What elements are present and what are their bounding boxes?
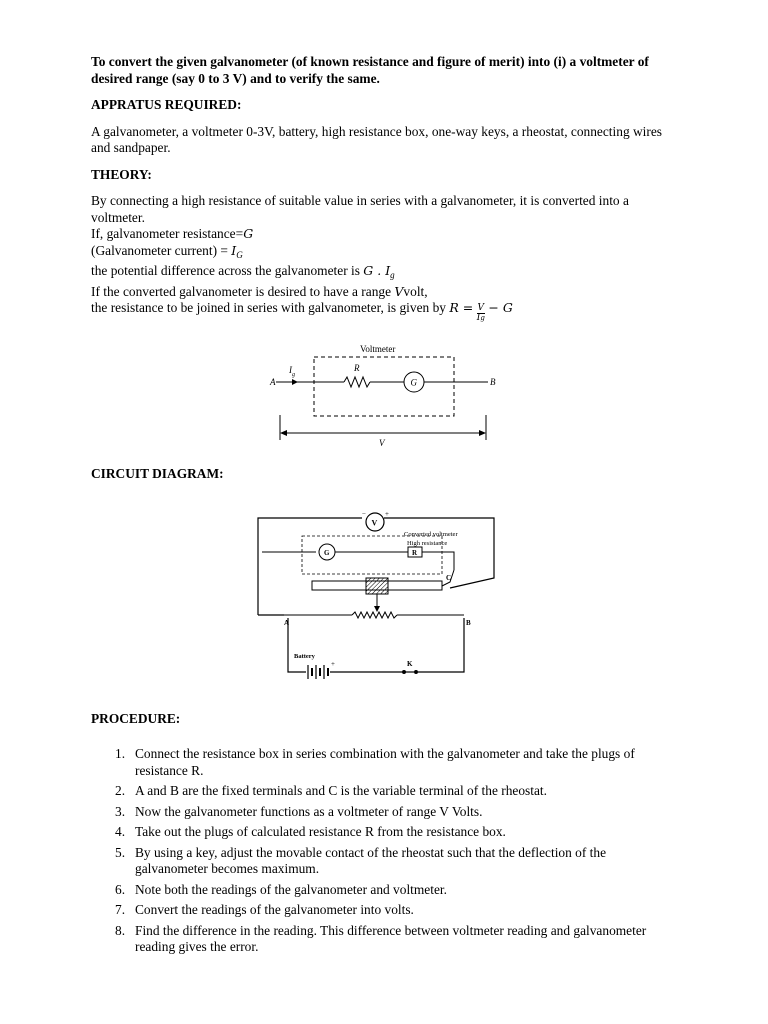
procedure-step	[91, 845, 681, 878]
v-arrow-left-icon	[280, 430, 287, 436]
theory-line2-sub: G	[236, 249, 243, 260]
step-text: Connect the resistance box in series combination with the galvanometer and take the plugs of resistance R.	[135, 746, 635, 778]
voltmeter-minus-label: −	[362, 510, 366, 518]
terminal-a-circuit-label: A	[284, 619, 290, 627]
theory-line3-sub: g	[390, 270, 395, 280]
procedure-step	[91, 746, 681, 779]
document-body	[91, 54, 681, 323]
theory-line4-text-a: If the converted galvanometer is desired to have a range	[91, 283, 395, 299]
procedure-step	[91, 902, 681, 919]
theory-section	[91, 193, 681, 323]
battery-icon	[308, 665, 328, 679]
step-number: 2.	[115, 783, 126, 798]
high-resistance-label: High resistance	[407, 540, 448, 547]
wire-right-down	[450, 570, 494, 588]
voltmeter-v-label: V	[371, 518, 378, 528]
fraction-denominator	[477, 314, 486, 323]
formula-rhs: − G	[488, 300, 513, 315]
theory-line1-math: G	[243, 226, 254, 241]
theory-line-formula	[91, 300, 681, 323]
theory-line5-text: the resistance to be joined in series with galvanometer, is given by	[91, 300, 450, 315]
formula-lhs: R =	[449, 300, 474, 315]
wire-battery-left	[288, 618, 306, 672]
theory-line-current	[91, 243, 681, 264]
voltmeter-dashed-box	[314, 357, 454, 416]
theory-line2-text: (Galvanometer current) =	[91, 242, 232, 258]
terminal-b-label: B	[490, 377, 496, 387]
step-number: 5.	[115, 844, 126, 860]
step-number: 8.	[115, 922, 126, 938]
theory-line3-text: the potential difference across the galvanometer is	[91, 263, 364, 278]
theory-line1-text: If, galvanometer resistance=	[91, 226, 244, 241]
voltmeter-label: Voltmeter	[360, 344, 396, 354]
step-text: Now the galvanometer functions as a voltmeter of range V Volts.	[135, 803, 483, 819]
apparatus-heading: APPRATUS REQUIRED:	[91, 97, 242, 112]
step-text: A and B are the fixed terminals and C is the variable terminal of the rheostat.	[135, 783, 548, 798]
wire-key-b	[418, 618, 464, 672]
step-number: 3.	[115, 803, 126, 819]
step-text: Find the difference in the reading. This difference between voltmeter reading and galvanometer reading gives the error.	[135, 922, 647, 954]
key-k-label: K	[407, 660, 413, 668]
voltmeter-plus-label: +	[385, 510, 389, 518]
theory-line4-text-b: volt,	[403, 283, 428, 299]
voltage-v-label: V	[379, 438, 385, 448]
procedure-step	[91, 804, 681, 821]
procedure-heading: PROCEDURE:	[91, 711, 181, 726]
terminal-c-label: C	[446, 574, 452, 582]
terminal-b-circuit-label: B	[466, 619, 471, 627]
v-arrow-right-icon	[479, 430, 486, 436]
step-number: 7.	[115, 902, 126, 917]
theory-line-potential	[91, 263, 681, 284]
fraction-den-base: I	[476, 313, 481, 323]
rheostat-slider-icon	[366, 578, 388, 594]
current-arrow-icon	[292, 379, 298, 385]
resistor-r-icon	[344, 377, 370, 387]
theory-line4-math: V	[394, 283, 404, 299]
step-text: Note both the readings of the galvanometer and voltmeter.	[135, 881, 447, 897]
procedure-step	[91, 783, 681, 800]
step-number: 6.	[115, 881, 126, 897]
theory-intro: By connecting a high resistance of suitable value in series with a galvanometer, it is converted into a voltmeter.	[91, 193, 629, 225]
galvanometer-g-label: G	[410, 377, 417, 388]
theory-line2-math: I	[231, 242, 237, 258]
step-number: 4.	[115, 824, 126, 839]
procedure-step	[91, 923, 681, 956]
theory-line-range	[91, 284, 681, 301]
resistor-r-label: R	[354, 363, 360, 373]
current-ig-label: $I_g$	[289, 365, 295, 378]
step-text: By using a key, adjust the movable contact of the rheostat such that the deflection of the galvanometer becomes maximum.	[135, 844, 607, 876]
battery-label: Battery	[294, 653, 315, 660]
fraction-den-sub: g	[480, 314, 485, 322]
procedure-list	[91, 746, 681, 960]
circuit-heading: CIRCUIT DIAGRAM:	[91, 466, 224, 481]
step-number: 1.	[115, 746, 126, 761]
terminal-a-label: A	[270, 377, 276, 387]
battery-plus-label: +	[331, 660, 335, 668]
procedure-step	[91, 882, 681, 899]
document-title: To convert the given galvanometer (of known resistance and figure of merit) into (i) a voltmeter of desired range (say 0 to 3 V) and to verify the same.	[91, 54, 649, 86]
rheostat-coil-icon	[352, 612, 397, 618]
circuit-diagram	[254, 508, 504, 688]
galvanometer-circuit-label: G	[324, 549, 330, 557]
wire-top-left	[258, 518, 362, 615]
converted-voltmeter-label: Converted voltmeter	[404, 531, 458, 538]
apparatus-text: A galvanometer, a voltmeter 0-3V, battery, high resistance box, one-way keys, a rheostat, connecting wires and sandpaper.	[91, 123, 662, 155]
step-text: Convert the readings of the galvanometer into volts.	[135, 902, 414, 917]
voltmeter-schematic	[262, 340, 502, 450]
theory-line3-math: G . I	[363, 263, 391, 278]
resistance-box-label: R	[412, 549, 418, 557]
theory-line-resistance	[91, 226, 681, 243]
wire-r-right	[422, 552, 454, 570]
key-contact-right-icon	[414, 670, 418, 674]
theory-heading: THEORY:	[91, 166, 152, 182]
procedure-step	[91, 824, 681, 841]
formula-fraction	[477, 304, 486, 323]
fraction-numerator: V	[477, 303, 485, 313]
step-text: Take out the plugs of calculated resistance R from the resistance box.	[135, 824, 506, 839]
